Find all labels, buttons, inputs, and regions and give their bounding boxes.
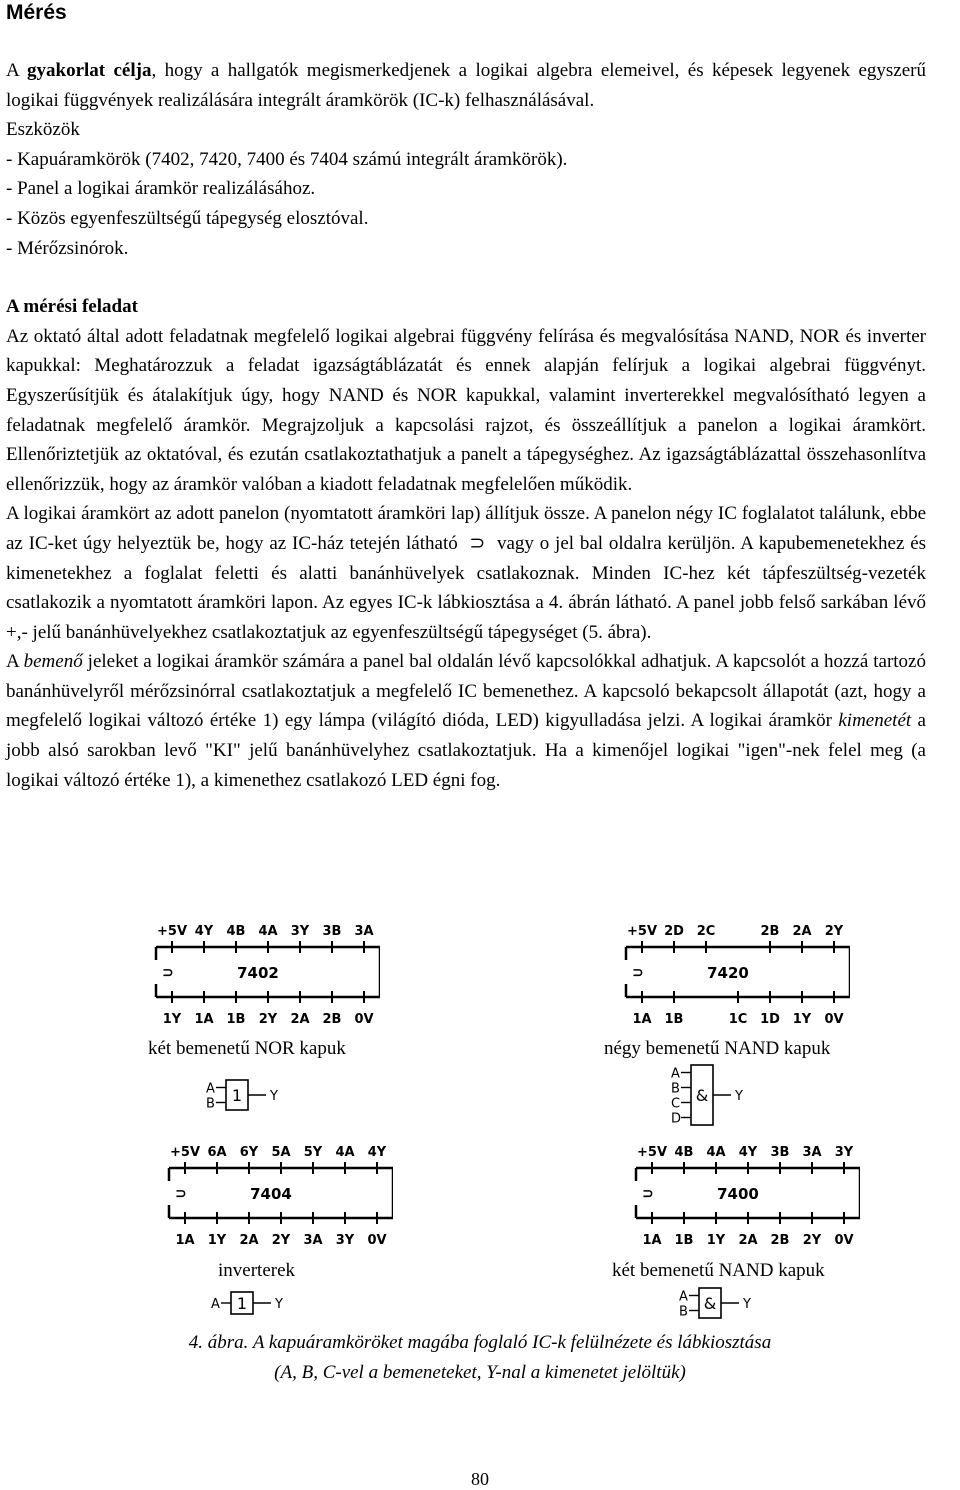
pin-label-top: 5A [271,1145,291,1160]
pin-label-bottom: 1C [728,1012,748,1027]
ic-7404-pinout [153,1136,393,1256]
pin-label-bottom: 1B [664,1012,684,1027]
tools-item: - Mérőzsinórok. [6,237,129,259]
gate-input-label: A [671,1066,680,1082]
tools-item: - Panel a logikai áramkör realizálásához. [6,178,316,200]
pin-label-top: 5Y [303,1145,323,1160]
task-paragraph-1: Az oktató által adott feladatnak megfelelő logikai algebrai függvény felírása és megvalósítása NAND, NOR és inverter kapukkal: Meghatározzuk a feladat igazságtáblázatát és ennek alapján felírjuk a logikai algebrai függvényt. Egyszerűsítjük és átalakítjuk úgy, hogy NAND és NOR kapukkal, valamint inverterekkel megvalósítható legyen a feladatnak megfelelő áramkör. Megrajzoljuk a kapcsolási rajzot, és összeállítjuk a panelon a logikai áramkört. Ellenőriztetjük az oktatóval, és ezután csatlakoztathatjuk a panelt a tápegységhez. Az igazságtáblázattal összehasonlítva ellenőrizzük, hogy az áramkör valóban a kiadott feladatnak megfelelően működik. [6,325,926,495]
pin-label-top: 2Y [824,924,844,939]
pin-label-bottom: 2Y [258,1012,278,1027]
task-paragraph-3: A bemenő jeleket a logikai áramkör számára a panel bal oldalán lévő kapcsolókkal adhatjuk. A kapcsolót a hozzá tartozó banánhüvelyről mérőzsinórral csatlakoztatjuk a megfelelő IC bemenethez. A kapcsoló bekapcsolt állapotát (azt, hogy a megfelelő logikai változó értéke 1) egy lámpa (világító dióda, LED) kigyulladása jelzi. A logikai áramkör kimenetét a jobb alsó sarokban levő "KI" jelű banánhüvelyhez csatlakoztatjuk. Ha a kimenőjel logikai "igen"-nek felel meg (a logikai változó értéke 1), a kimenethez csatlakozó LED égni fog. [6,651,926,791]
pin-label-top: 2A [792,924,812,939]
gate-output-label: Y [270,1089,278,1104]
pin-label-top: 6Y [239,1145,259,1160]
gate-output-label: Y [275,1297,283,1312]
tools-heading: Eszközök [6,119,80,141]
pin-label-bottom: 0V [367,1233,387,1248]
pin-label-top: +5V [627,924,657,939]
pin-label-top: 4B [674,1145,694,1160]
ic-type-label: 7400 [717,1185,759,1203]
pin-label-top: +5V [637,1145,667,1160]
ic-notch-mark: ⊃ [175,1186,187,1202]
ic-type-label: 7404 [250,1185,292,1203]
pin-label-top: 3A [354,924,374,939]
pin-label-bottom: 2Y [271,1233,291,1248]
gate-input-label: A [206,1081,215,1097]
pin-label-bottom: 1Y [706,1233,726,1248]
gate-function-symbol: & [695,1086,709,1105]
goal-term: gyakorlat célja [27,60,152,81]
pin-label-bottom: 2B [770,1233,790,1248]
pin-label-bottom: 1A [194,1012,214,1027]
pin-label-bottom: 1B [226,1012,246,1027]
pin-label-top: 4B [226,924,246,939]
pin-label-top: 2D [664,924,684,939]
task-paragraph-2: A logikai áramkört az adott panelon (nyomtatott áramköri lap) állítjuk össze. A panelon négy IC foglalatot találunk, ebbe az IC-ket úgy helyeztük be, hogy az IC-ház tetején látható ⊃ vagy o jel bal oldalra kerüljön. A kapubemenetekhez és kimenetekhez a foglalat feletti és alatti banánhüvelyek csatlakoznak. Minden IC-hez két tápfeszültség-vezeték csatlakozik a nyomtatott áramköri lapon. Az egyes IC-k lábkiosztása a 4. ábrán látható. A panel jobb felső sarkában lévő +,- jelű banánhüvelyekhez csatlakoztatjuk az egyenfeszültségű tápegységet (5. ábra). [6,503,927,643]
gate-input-label: A [211,1297,220,1312]
ic-notch-mark: ⊃ [632,965,644,981]
caption-nand2: két bemenetű NAND kapuk [612,1260,825,1281]
pin-label-bottom: 3Y [335,1233,355,1248]
pin-label-bottom: 1B [674,1233,694,1248]
page-title: Mérés [6,1,67,24]
gate-nand2-symbol [673,1284,813,1322]
intro-paragraph: A gyakorlat célja, hogy a hallgatók megismerkedjenek a logikai algebra elemeivel, és képesek legyenek egyszerű logikai függvények realizálására integrált áramkörök (IC-k) felhasználásával. [6,60,926,111]
pin-label-bottom: 2Y [802,1233,822,1248]
caption-inverter: inverterek [218,1260,296,1281]
pin-label-bottom: 2A [239,1233,259,1248]
gate-input-label: B [679,1304,688,1320]
pin-label-top: 4A [706,1145,726,1160]
pin-label-bottom: 2B [322,1012,342,1027]
gate-input-label: B [671,1081,680,1097]
ic-notch-mark: ⊃ [162,965,174,981]
task-heading: A mérési feladat [6,296,138,318]
ic-7402-pinout [140,915,380,1035]
ic-type-label: 7420 [707,964,749,982]
gate-nand4-symbol [665,1061,815,1135]
pin-label-top: +5V [157,924,187,939]
ic-notch-mark: ⊃ [642,1186,654,1202]
ic-7400-pinout [620,1136,860,1256]
figure-caption-2: (A, B, C-vel a bemeneteket, Y-nal a kimenetet jelöltük) [274,1362,686,1383]
pin-label-top: 4A [258,924,278,939]
pin-label-bottom: 0V [824,1012,844,1027]
pin-label-bottom: 1A [632,1012,652,1027]
pin-label-top: 4A [335,1145,355,1160]
pin-label-top: 3B [322,924,342,939]
gate-inverter-symbol [205,1288,335,1320]
pin-label-bottom: 3A [303,1233,323,1248]
pin-label-top: 2B [760,924,780,939]
caption-nand4: négy bemenetű NAND kapuk [604,1038,831,1059]
tools-item: - Kapuáramkörök (7402, 7420, 7400 és 7404 számú integrált áramkörök). [6,148,568,170]
gate-function-symbol: & [703,1294,717,1313]
gate-output-label: Y [743,1297,751,1312]
pin-label-top: +5V [170,1145,200,1160]
pin-label-bottom: 0V [834,1233,854,1248]
pin-label-top: 3B [770,1145,790,1160]
pin-label-bottom: 1A [642,1233,662,1248]
gate-input-label: D [671,1111,682,1127]
pin-label-bottom: 1Y [207,1233,227,1248]
caption-nor: két bemenetű NOR kapuk [148,1038,346,1059]
pin-label-bottom: 1Y [162,1012,182,1027]
figure-caption-1: 4. ábra. A kapuáramköröket magába foglaló IC-k felülnézete és lábkiosztása [188,1332,772,1353]
pin-label-top: 4Y [194,924,214,939]
ic-7420-pinout [610,915,850,1035]
page-number: 80 [471,1469,489,1489]
tools-item: - Közös egyenfeszültségű tápegység elosztóval. [6,207,369,229]
pin-label-top: 3Y [834,1145,854,1160]
pin-label-bottom: 2A [738,1233,758,1248]
gate-input-label: B [206,1096,215,1112]
pin-label-bottom: 1A [175,1233,195,1248]
body-text [6,56,926,795]
pin-label-bottom: 1D [760,1012,780,1027]
pin-label-bottom: 2A [290,1012,310,1027]
pin-label-top: 3Y [290,924,310,939]
pin-label-top: 4Y [738,1145,758,1160]
gate-input-label: C [671,1096,681,1112]
pin-label-bottom: 0V [354,1012,374,1027]
notch-symbol: ⊃ [469,532,486,554]
ic-type-label: 7402 [237,964,279,982]
pin-label-top: 2C [696,924,716,939]
pin-label-top: 6A [207,1145,227,1160]
gate-output-label: Y [735,1089,743,1104]
gate-input-label: A [679,1289,688,1305]
gate-function-symbol: 1 [236,1294,248,1313]
pin-label-top: 4Y [367,1145,387,1160]
pin-label-top: 3A [802,1145,822,1160]
gate-function-symbol: 1 [231,1086,243,1105]
pin-label-bottom: 1Y [792,1012,812,1027]
gate-nor-symbol [200,1076,340,1124]
